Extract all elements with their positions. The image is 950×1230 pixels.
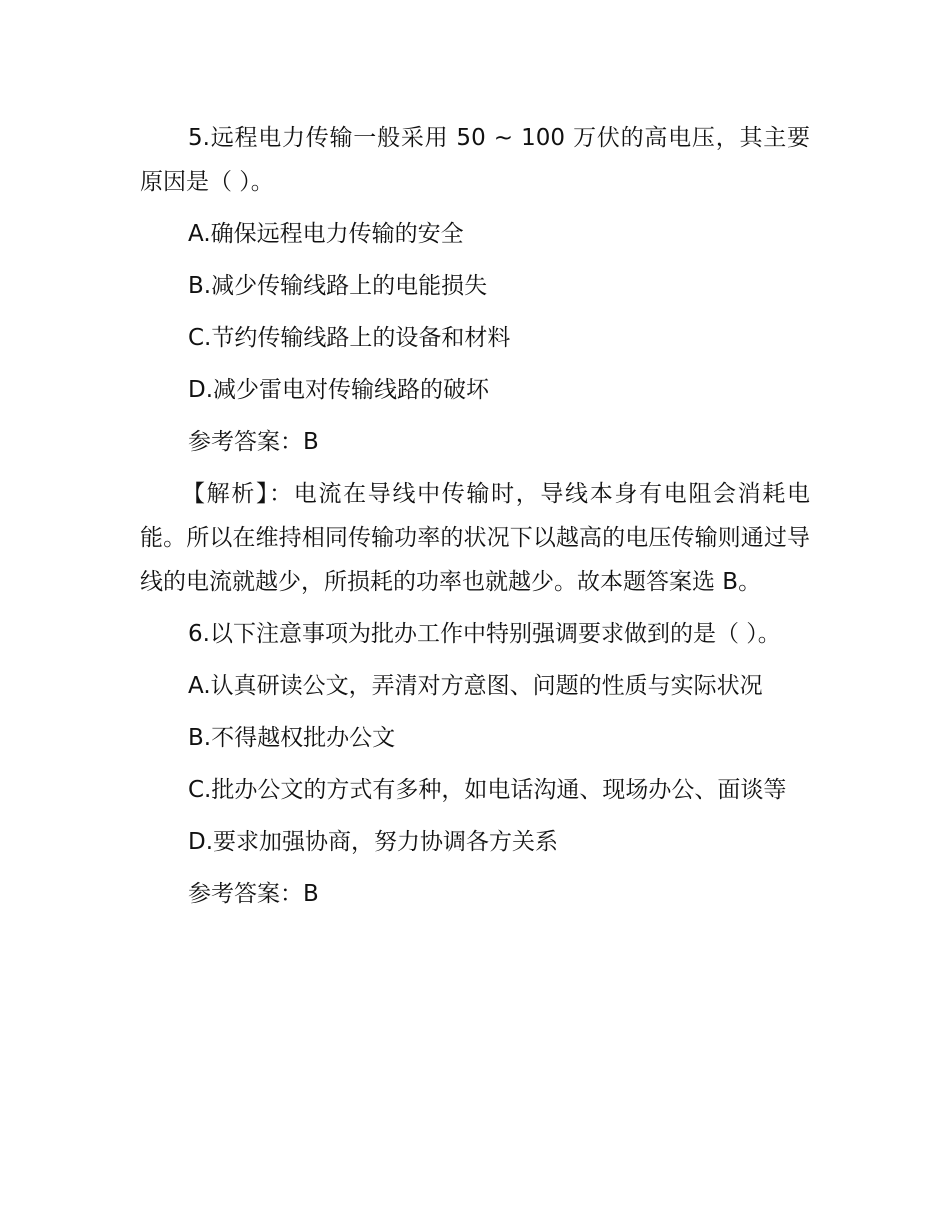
question-5-stem: 5.远程电力传输一般采用 50 ~ 100 万伏的高电压，其主要原因是（ ）。 bbox=[140, 125, 810, 195]
question-6-option-a: A.认真研读公文，弄清对方意图、问题的性质与实际状况 bbox=[188, 673, 763, 699]
question-5-answer: 参考答案：B bbox=[188, 429, 319, 455]
question-6-answer: 参考答案：B bbox=[188, 881, 319, 907]
question-6-option-b: B.不得越权批办公文 bbox=[188, 725, 396, 751]
question-6-option-c: C.批办公文的方式有多种，如电话沟通、现场办公、面谈等 bbox=[188, 777, 787, 803]
question-5-option-b: B.减少传输线路上的电能损失 bbox=[188, 273, 488, 299]
document-page bbox=[140, 116, 810, 924]
question-6-stem: 6.以下注意事项为批办工作中特别强调要求做到的是（ ）。 bbox=[188, 621, 781, 647]
question-6-option-d: D.要求加强协商，努力协调各方关系 bbox=[188, 829, 559, 855]
question-5-option-d: D.减少雷电对传输线路的破坏 bbox=[188, 377, 490, 403]
question-5-analysis: 【解析】：电流在导线中传输时，导线本身有电阻会消耗电能。所以在维持相同传输功率的状况下以越高的电压传输则通过导线的电流就越少，所损耗的功率也就越少。故本题答案选 B。 bbox=[140, 481, 810, 595]
question-5-option-a: A.确保远程电力传输的安全 bbox=[188, 221, 464, 247]
question-5-option-c: C.节约传输线路上的设备和材料 bbox=[188, 325, 511, 351]
